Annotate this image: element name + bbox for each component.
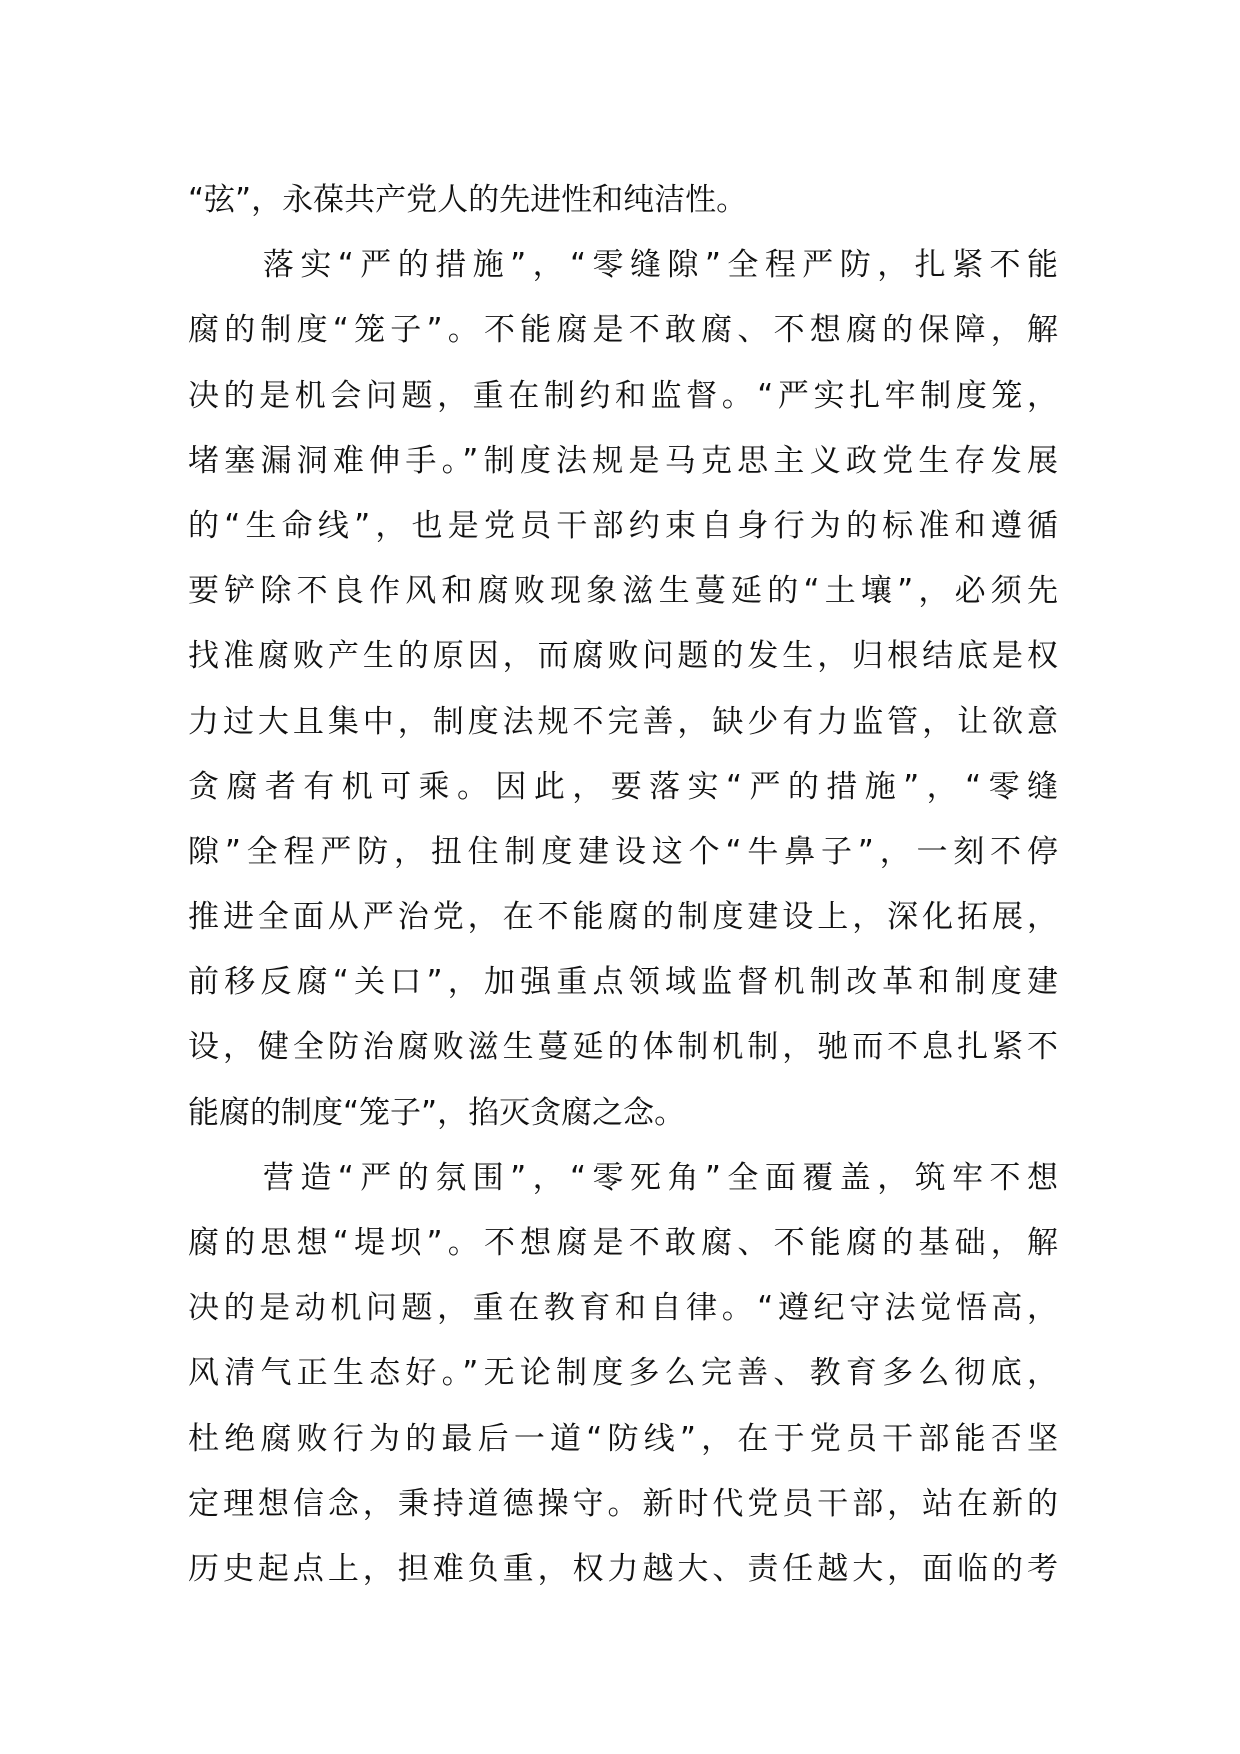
- text-line: 杜绝腐败行为的最后一道“防线”，在于党员干部能否坚: [188, 1420, 1058, 1457]
- text-line: 堵塞漏洞难伸手。”制度法规是马克思主义政党生存发展: [188, 442, 1058, 479]
- text-line: 设，健全防治腐败滋生蔓延的体制机制，驰而不息扎紧不: [188, 1029, 1058, 1066]
- text-line: 的“生命线”，也是党员干部约束自身行为的标准和遵循: [188, 507, 1058, 544]
- text-line: “弦”，永葆共产党人的先进性和纯洁性。: [188, 182, 748, 218]
- text-line: 隙”全程严防，扭住制度建设这个“牛鼻子”，一刻不停: [188, 833, 1058, 870]
- text-line: 决的是动机问题，重在教育和自律。“遵纪守法觉悟高，: [188, 1290, 1058, 1327]
- text-line: 腐的思想“堤坝”。不想腐是不敢腐、不能腐的基础，解: [188, 1225, 1058, 1261]
- text-line: 找准腐败产生的原因，而腐败问题的发生，归根结底是权: [188, 638, 1058, 675]
- text-line: 要铲除不良作风和腐败现象滋生蔓延的“土壤”，必须先: [188, 573, 1058, 610]
- text-line: 营造“严的氛围”，“零死角”全面覆盖，筑牢不想: [188, 1159, 1058, 1196]
- body-text: [188, 168, 1058, 1602]
- text-line: 决的是机会问题，重在制约和监督。“严实扎牢制度笼，: [188, 377, 1058, 414]
- text-line: 推进全面从严治党，在不能腐的制度建设上，深化拓展，: [188, 899, 1058, 936]
- text-line: 能腐的制度“笼子”，掐灭贪腐之念。: [188, 1094, 686, 1131]
- text-line: 落实“严的措施”，“零缝隙”全程严防，扎紧不能: [188, 247, 1058, 284]
- text-line: 力过大且集中，制度法规不完善，缺少有力监管，让欲意: [188, 703, 1058, 740]
- text-line: 历史起点上，担难负重，权力越大、责任越大，面临的考: [188, 1550, 1058, 1587]
- text-line: 前移反腐“关口”，加强重点领域监督机制改革和制度建: [188, 964, 1058, 1001]
- text-line: 定理想信念，秉持道德操守。新时代党员干部，站在新的: [188, 1485, 1058, 1522]
- text-line: 风清气正生态好。”无论制度多么完善、教育多么彻底，: [188, 1355, 1058, 1392]
- text-line: 贪腐者有机可乘。因此，要落实“严的措施”，“零缝: [188, 768, 1058, 805]
- text-line: 腐的制度“笼子”。不能腐是不敢腐、不想腐的保障，解: [188, 312, 1058, 349]
